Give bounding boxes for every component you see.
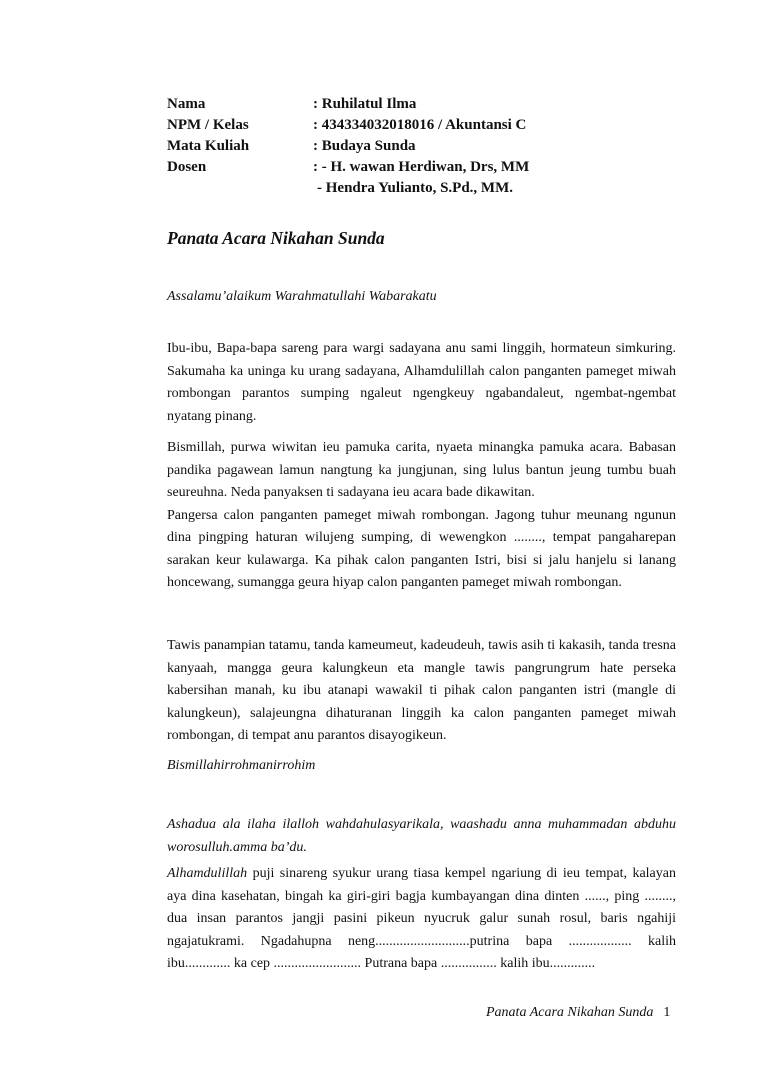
syahadat-paragraph (167, 814, 676, 859)
document-title: Panata Acara Nikahan Sunda (167, 228, 385, 248)
greeting: Assalamu’alaikum Warahmatullahi Wabarakatu (167, 289, 437, 304)
paragraph-text: Tawis panampian tatamu, tanda kameumeut, kadeudeuh, tawis asih ti kakasih, tanda tresna kanyaah, mangga geura kalungkeun eta mangle tawis pangrungrum hate perseka kabersihan manah, ku ibu atanapi wawakil ti pihak calon panganten istri (mangle di kalungkeun), salajeungna dihaturanan linggih ka calon panganten pameget miwah rombongan, di tempat anu parantos disayogikeun. (167, 638, 676, 743)
page-number: 1 (663, 1005, 671, 1020)
info-value: - Hendra Yulianto, S.Pd., MM. (317, 180, 513, 196)
paragraph-text: Pangersa calon panganten pameget miwah rombongan. Jagong tuhur meunang ngunun dina pingping haturan wilujeng sumping, di wewengkon ........, tempat pangaharepan sarakan keur kulawarga. Ka pihak calon panganten Istri, bisi si jalu hanjelu si lanang honcewang, sumangga geura hiyap calon panganten pameget miwah rombongan. (167, 507, 676, 590)
paragraph-rest: puji sinareng syukur urang tiasa kempel ngariung di ieu tempat, kalayan aya dina kasehatan, bingah ka giri-giri bagja kumbayangan dina dinten ......, ping ........, dua insan parantos jangji pasini pikeun nyucruk galur sunah rosul, baris ngahiji ngajatukrami. Ngadahupna neng...........................putrina bapa .................. kalih ibu............. ka cep ......................... Putrana bapa ................ kalih ibu............. (167, 866, 676, 971)
info-row-npm (167, 115, 529, 136)
footer-title: Panata Acara Nikahan Sunda (486, 1005, 654, 1020)
info-value: : Ruhilatul Ilma (313, 96, 417, 112)
paragraph-opening (167, 338, 676, 428)
italic-word: Alhamdulillah (167, 866, 248, 881)
paragraph-text (167, 863, 676, 976)
info-label: Nama (167, 96, 206, 112)
info-row-dosen (167, 157, 529, 178)
page-footer (486, 1005, 670, 1021)
info-row-mata-kuliah (167, 136, 529, 157)
paragraph-text: Bismillahirrohmanirrohim (167, 758, 316, 773)
paragraph-tawis (167, 635, 676, 748)
bismillah-line (167, 755, 676, 778)
info-row-nama (167, 94, 529, 115)
paragraph-bismillah-opening (167, 437, 676, 595)
info-label: Dosen (167, 159, 207, 175)
info-row-dosen-2 (167, 178, 529, 199)
info-label: Mata Kuliah (167, 138, 250, 154)
student-info-block (167, 94, 529, 199)
info-value: : Budaya Sunda (313, 138, 416, 154)
paragraph-text: Bismillah, purwa wiwitan ieu pamuka carita, nyaeta minangka pamuka acara. Babasan pandika pagawean lamun nangtung ka jungjunan, sing lulus bantun jeung tumbu buah seureuhna. Neda panyaksen ti sadayana ieu acara bade dikawitan. (167, 440, 676, 500)
info-value: : 434334032018016 / Akuntansi C (313, 117, 527, 133)
paragraph-alhamdulillah (167, 863, 676, 976)
paragraph-text: Ashadua ala ilaha ilalloh wahdahulasyarikala, waashadu anna muhammadan abduhu worosulluh.amma ba’du. (167, 817, 676, 855)
paragraph-text: Ibu-ibu, Bapa-bapa sareng para wargi sadayana anu sami linggih, hormateun simkuring. Sakumaha ka uninga ku urang sadayana, Alhamdulillah calon panganten pameget miwah rombongan parantos sumping ngaleut ngengkeuy ngabandaleut, ngembat-ngembat nyatang pinang. (167, 341, 676, 424)
info-value: : - H. wawan Herdiwan, Drs, MM (313, 159, 530, 175)
info-label: NPM / Kelas (167, 117, 249, 133)
